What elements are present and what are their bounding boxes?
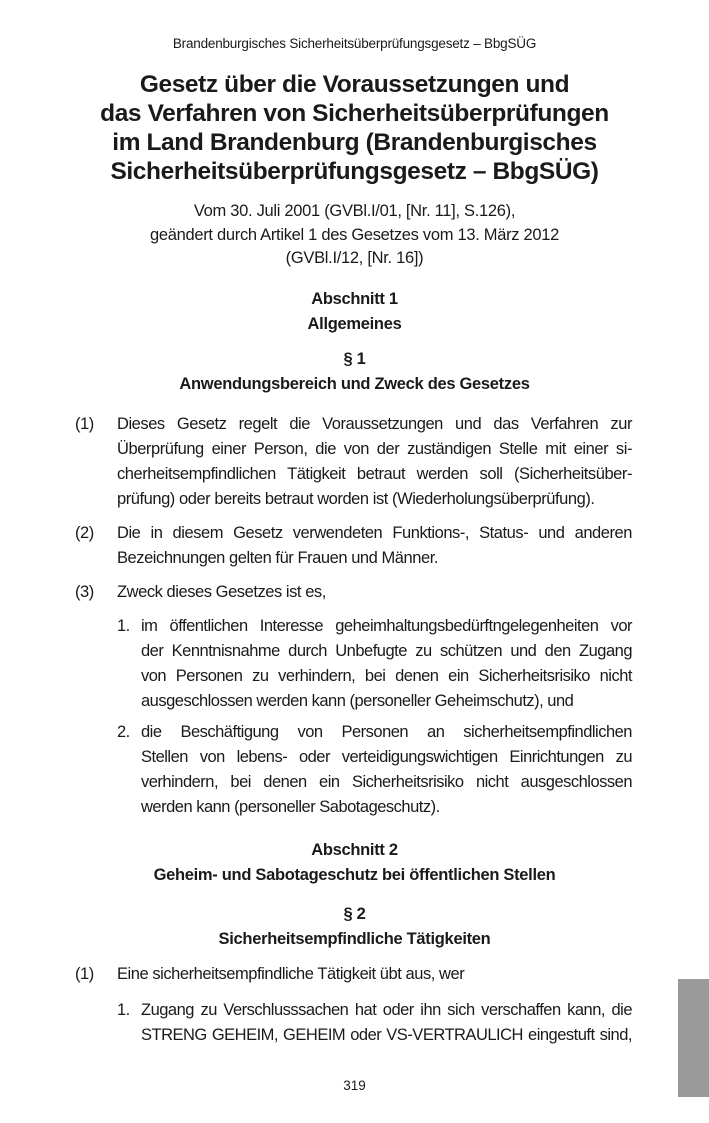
text-line: Bezeichnungen gelten für Frauen und Männer. xyxy=(117,549,438,567)
absatz-number: (1) xyxy=(75,965,94,983)
section-label: Abschnitt 2 xyxy=(311,841,398,859)
par2-absatz-1 xyxy=(75,962,632,987)
section-title: Allgemeines xyxy=(307,315,402,333)
absatz-number: (2) xyxy=(75,524,94,542)
paragraph-label: § 1 xyxy=(343,350,366,368)
item-number: 1. xyxy=(117,617,130,635)
par2-absatz-1-item-1 xyxy=(117,998,632,1048)
section-2-heading xyxy=(60,838,649,888)
paragraph-title: Sicherheitsempfindliche Tätigkeiten xyxy=(218,930,491,948)
section-label: Abschnitt 1 xyxy=(311,290,398,308)
par1-absatz-3-item-1 xyxy=(117,614,632,714)
text-line: von Personen zu verhindern, bei denen ein Sicherheitsrisiko nicht xyxy=(141,667,632,685)
title-line: im Land Brandenburg (Brandenburgisches xyxy=(112,129,597,156)
paragraph-label: § 2 xyxy=(343,905,366,923)
paragraph-1-heading xyxy=(60,347,649,397)
text-line: Zugang zu Verschlusssachen hat oder ihn sich verschaffen kann, die xyxy=(141,1001,632,1019)
text-line: Die in diesem Gesetz verwendeten Funktions-, Status- und anderen xyxy=(117,524,632,542)
thumb-index-tab xyxy=(678,979,709,1097)
text-line: prüfung) oder bereits betraut worden ist (Wiederholungsüberprüfung). xyxy=(117,490,595,508)
text-line: Überprüfung einer Person, die von der zuständigen Stelle mit einer si- xyxy=(117,440,632,458)
text-line: die Beschäftigung von Personen an sicherheitsempfindlichen xyxy=(141,723,632,741)
par1-absatz-3 xyxy=(75,580,632,605)
subtitle-line: geändert durch Artikel 1 des Gesetzes vom 13. März 2012 xyxy=(149,225,560,244)
section-title: Geheim- und Sabotageschutz bei öffentlichen Stellen xyxy=(153,866,556,884)
title-line: das Verfahren von Sicherheitsüberprüfungen xyxy=(100,100,609,127)
par1-absatz-3-item-2 xyxy=(117,720,632,820)
document-subtitle xyxy=(60,200,649,271)
text-line: cherheitsempfindlichen Tätigkeit betraut werden soll (Sicherheitsüber- xyxy=(117,465,632,483)
par1-absatz-1 xyxy=(75,412,632,512)
section-1-heading xyxy=(60,287,649,337)
paragraph-title: Anwendungsbereich und Zweck des Gesetzes xyxy=(179,375,530,393)
par1-absatz-2 xyxy=(75,521,632,571)
text-line: Zweck dieses Gesetzes ist es, xyxy=(117,583,326,601)
paragraph-2-heading xyxy=(60,902,649,952)
text-line: Eine sicherheitsempfindliche Tätigkeit übt aus, wer xyxy=(117,965,465,983)
document-title xyxy=(60,70,649,186)
item-number: 2. xyxy=(117,723,130,741)
text-line: werden kann (personeller Sabotageschutz). xyxy=(141,798,440,816)
title-line: Sicherheitsüberprüfungsgesetz – BbgSÜG) xyxy=(110,158,599,185)
absatz-number: (3) xyxy=(75,583,94,601)
absatz-number: (1) xyxy=(75,415,94,433)
text-line: Stellen von lebens- oder verteidigungswichtigen Einrichtungen zu xyxy=(141,748,632,766)
text-line: im öffentlichen Interesse geheimhaltungsbedürftngelegenheiten vor xyxy=(141,617,632,635)
text-line: Dieses Gesetz regelt die Voraussetzungen und das Verfahren zur xyxy=(117,415,632,433)
title-line: Gesetz über die Voraussetzungen und xyxy=(139,71,570,98)
subtitle-line: Vom 30. Juli 2001 (GVBl.I/01, [Nr. 11], S.126), xyxy=(193,202,516,220)
text-line: der Kenntnisnahme durch Unbefugte zu schützen und den Zugang xyxy=(141,642,632,660)
running-header: Brandenburgisches Sicherheitsüberprüfungsgesetz – BbgSÜG xyxy=(172,36,537,51)
text-line: STRENG GEHEIM, GEHEIM oder VS-VERTRAULICH eingestuft sind, xyxy=(141,1026,632,1044)
item-number: 1. xyxy=(117,1001,130,1019)
page-number: 319 xyxy=(343,1078,366,1093)
text-line: verhindern, bei denen ein Sicherheitsrisiko nicht ausgeschlossen xyxy=(141,773,632,791)
text-line: ausgeschlossen werden kann (personeller Geheimschutz), und xyxy=(141,692,574,710)
subtitle-line: (GVBl.I/12, [Nr. 16]) xyxy=(285,249,424,267)
